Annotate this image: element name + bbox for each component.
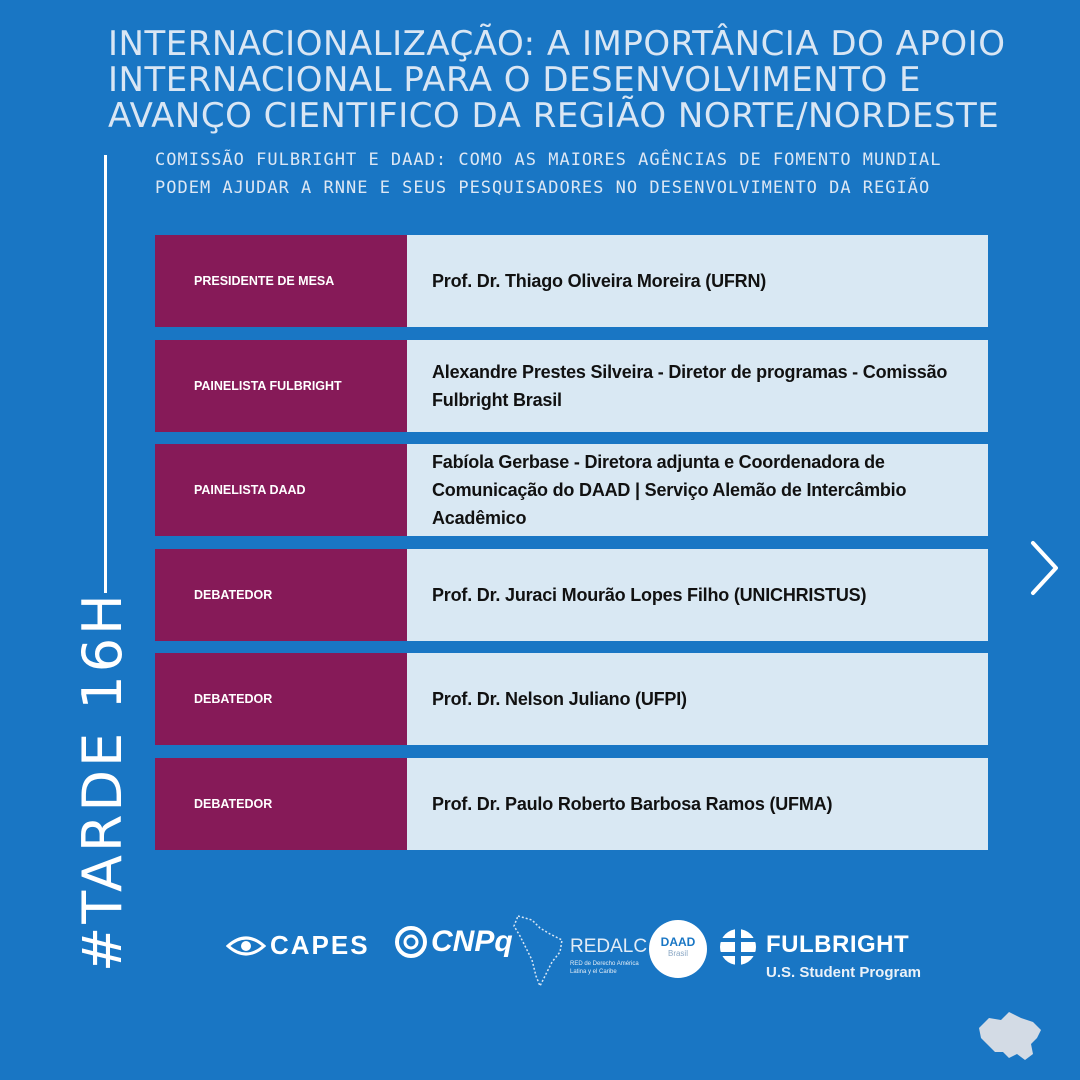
panel-row: [155, 235, 988, 327]
panel-member: Prof. Dr. Nelson Juliano (UFPI): [407, 653, 988, 745]
session-subtitle: COMISSÃO FULBRIGHT E DAAD: COMO AS MAIORES AGÊNCIAS DE FOMENTO MUNDIAL PODEM AJUDAR A RNNE E SEUS PESQUISADORES NO DESENVOLVIMENTO DA REGIÃO: [155, 150, 942, 198]
panel-row: [155, 758, 988, 850]
panel-role: DEBATEDOR: [155, 758, 407, 850]
redalc-logo: [510, 910, 650, 990]
capes-eye-icon: [226, 934, 266, 958]
panel-table: [155, 235, 988, 862]
sponsor-logos: [0, 900, 1080, 1000]
fulbright-label: FULBRIGHT: [766, 931, 910, 958]
panel-member: Alexandre Prestes Silveira - Diretor de programas - Comissão Fulbright Brasil: [407, 340, 988, 432]
panel-member: Prof. Dr. Paulo Roberto Barbosa Ramos (UFMA): [407, 758, 988, 850]
panel-row: [155, 549, 988, 641]
fulbright-globe-icon: [718, 927, 758, 967]
chevron-right-icon[interactable]: [1028, 540, 1060, 601]
latin-america-map-icon: [510, 910, 570, 990]
redalc-sublabel: RED de Derecho América Latina y el Caribe: [570, 961, 639, 975]
brazil-map-icon: [975, 1008, 1047, 1069]
panel-role: PAINELISTA DAAD: [155, 444, 407, 536]
fulbright-sublabel: U.S. Student Program: [766, 964, 922, 981]
session-time-tag: #TARDE 16H: [71, 591, 134, 972]
daad-logo: [649, 920, 707, 978]
panel-role: DEBATEDOR: [155, 653, 407, 745]
cnpq-emblem-icon: [393, 924, 429, 960]
page-title: INTERNACIONALIZAÇÃO: A IMPORTÂNCIA DO APOIO INTERNACIONAL PARA O DESENVOLVIMENTO E AVANÇO CIENTIFICO DA REGIÃO NORTE/NORDESTE: [108, 24, 1006, 136]
capes-logo: [226, 930, 370, 961]
panel-member: Prof. Dr. Thiago Oliveira Moreira (UFRN): [407, 235, 988, 327]
panel-role: PAINELISTA FULBRIGHT: [155, 340, 407, 432]
daad-label: DAAD: [660, 935, 696, 949]
panel-row: [155, 340, 988, 432]
panel-role: DEBATEDOR: [155, 549, 407, 641]
daad-sublabel: Brasil: [667, 949, 688, 958]
cnpq-label: CNPq: [431, 925, 513, 958]
redalc-label: REDALC: [570, 936, 648, 957]
fulbright-logo: [718, 927, 922, 981]
cnpq-logo: [393, 924, 513, 960]
panel-member: Prof. Dr. Juraci Mourão Lopes Filho (UNICHRISTUS): [407, 549, 988, 641]
vertical-divider: [104, 155, 107, 593]
panel-row: [155, 444, 988, 536]
panel-member: Fabíola Gerbase - Diretora adjunta e Coordenadora de Comunicação do DAAD | Serviço Alemão de Intercâmbio Acadêmico: [407, 444, 988, 536]
panel-role: PRESIDENTE DE MESA: [155, 235, 407, 327]
capes-label: CAPES: [270, 930, 370, 960]
panel-row: [155, 653, 988, 745]
